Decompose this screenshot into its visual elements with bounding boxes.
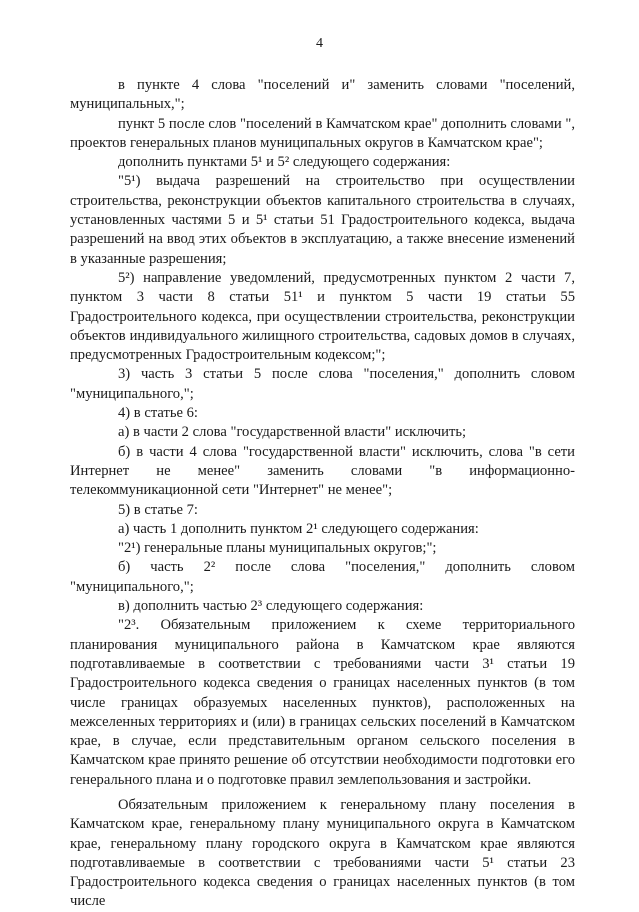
paragraph: б) в части 4 слова "государственной власти" исключить, слова "в сети Интернет не менее" заменить словами "в информационно-телекоммуникационной сети "Интернет" не менее";	[70, 443, 575, 499]
document-body	[70, 76, 575, 912]
paragraph: "2¹) генеральные планы муниципальных округов;";	[118, 540, 437, 557]
paragraph: 4) в статье 6:	[118, 405, 198, 422]
paragraph: в пункте 4 слова "поселений и" заменить словами "поселений, муниципальных,";	[70, 77, 575, 113]
paragraph: 5²) направление уведомлений, предусмотренных пунктом 2 части 7, пунктом 3 части 8 статьи 51¹ и пунктом 5 части 19 статьи 55 Градостроительного кодекса, при осуществлении строительства, реконструкции объектов индивидуального жилищного строительства, садовых домов в случаях, предусмотренных Градостроительным кодексом;";	[70, 269, 575, 364]
paragraph: Обязательным приложением к генеральному плану поселения в Камчатском крае, генеральному плану муниципального округа в Камчатском крае, генеральному плану городского округа в Камчатском крае являются подготавливаемые в соответствии с требованиями части 5¹ статьи 23 Градостроительного кодекса сведения о границах населенных пунктов (в том числе	[70, 796, 575, 910]
page-number: 4	[316, 36, 323, 51]
paragraph: "5¹) выдача разрешений на строительство при осуществлении строительства, реконструкции объектов капитального строительства в случаях, установленных частями 5 и 5¹ статьи 51 Градостроительного кодекса, выдача разрешений на ввод этих объектов в эксплуатацию, а также внесение изменений в указанные разрешения;	[70, 173, 575, 267]
paragraph: в) дополнить частью 2³ следующего содержания:	[118, 598, 424, 615]
paragraph: а) в части 2 слова "государственной власти" исключить;	[118, 424, 467, 441]
paragraph: а) часть 1 дополнить пунктом 2¹ следующего содержания:	[118, 520, 479, 537]
paragraph: пункт 5 после слов "поселений в Камчатском крае" дополнить словами ", проектов генеральных планов муниципальных округов в Камчатском крае";	[70, 115, 575, 151]
paragraph: "2³. Обязательным приложением к схеме территориального планирования муниципального района в Камчатском крае являются подготавливаемые в соответствии с требованиями части 3¹ статьи 19 Градостроительного кодекса сведения о границах населенных пунктов (в том числе границах образуемых населенных пунктов), расположенных на межселенных территориях и (или) в границах сельских поселений в Камчатском крае, в случае, если представительным органом сельского поселения в Камчатском крае принято решение об отсутствии необходимости подготовки его генерального плана и о подготовке правил землепользования и застройки.	[70, 617, 575, 788]
paragraph: б) часть 2² после слова "поселения," дополнить словом "муниципального,";	[70, 559, 575, 595]
paragraph: 3) часть 3 статьи 5 после слова "поселения," дополнить словом "муниципального,";	[70, 366, 575, 402]
paragraph: дополнить пунктами 5¹ и 5² следующего содержания:	[118, 154, 451, 171]
paragraph: 5) в статье 7:	[118, 501, 198, 518]
